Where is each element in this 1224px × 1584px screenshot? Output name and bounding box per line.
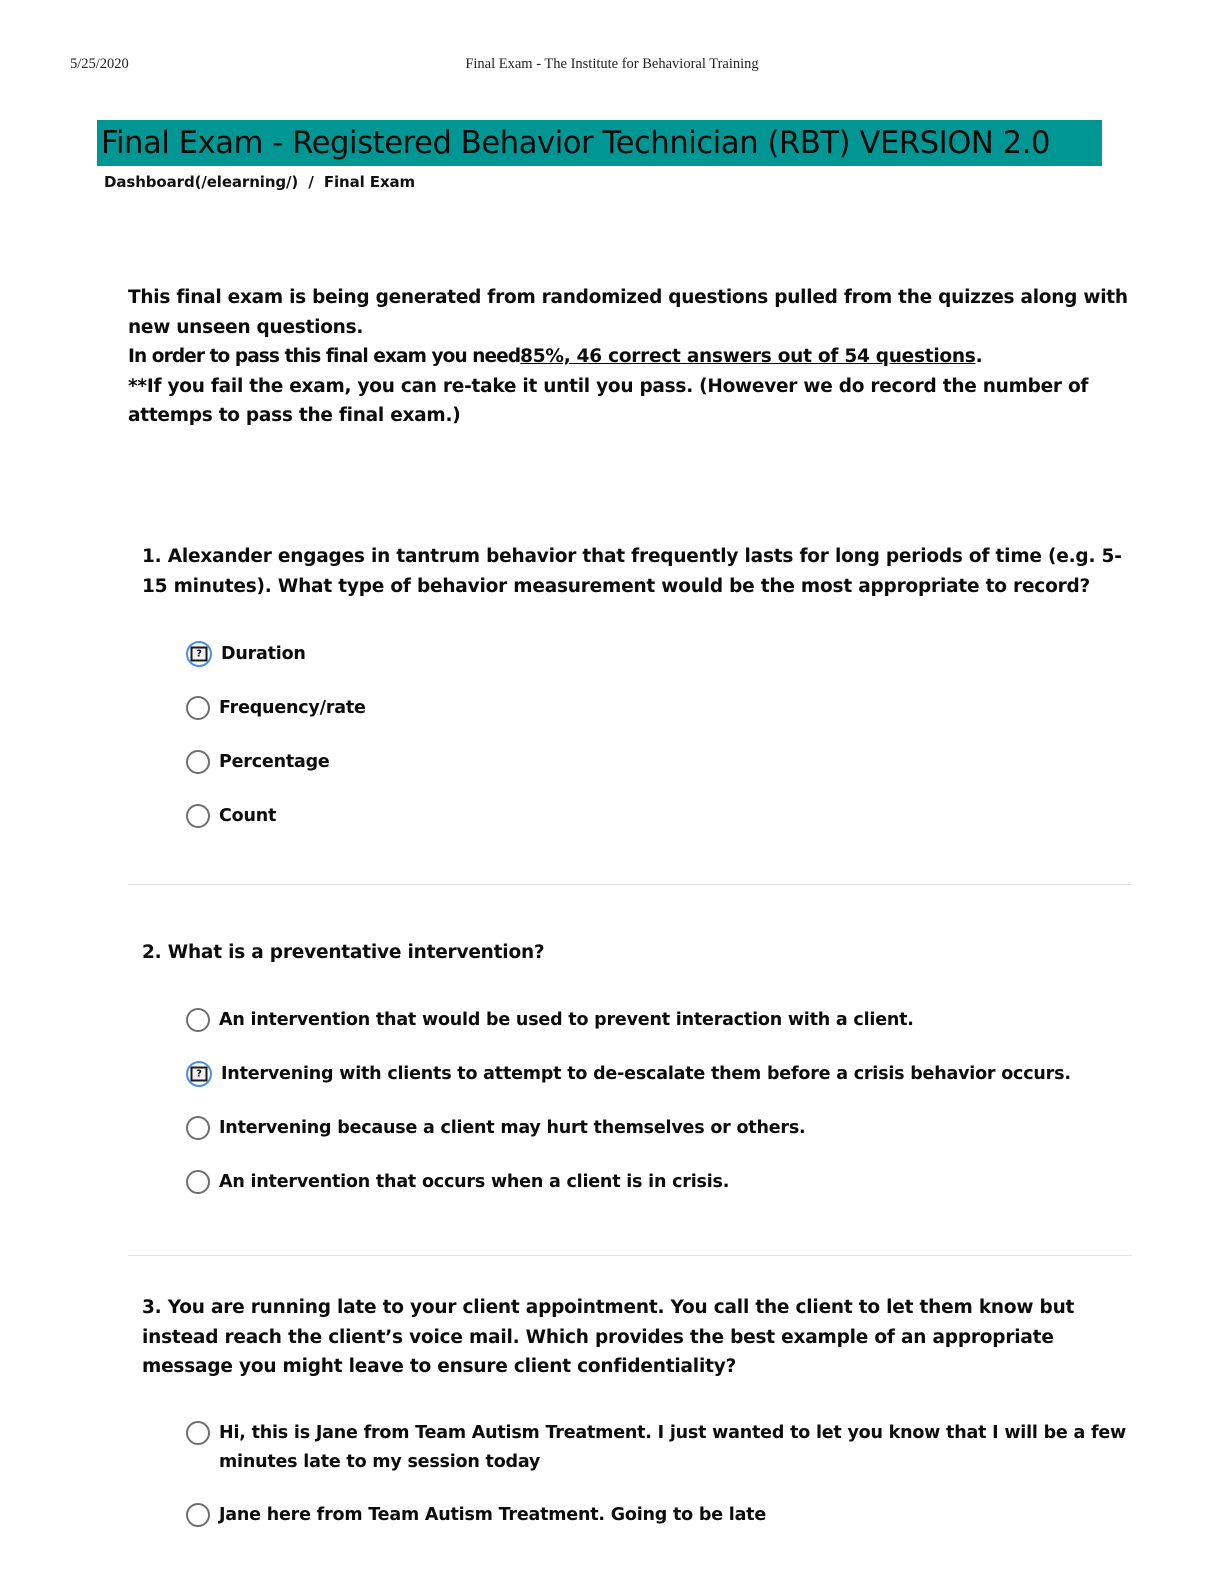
print-header <box>0 56 1224 78</box>
radio-selected-broken-image-icon[interactable] <box>186 1061 212 1087</box>
question-divider <box>128 1255 1132 1256</box>
option-label: Frequency/rate <box>219 698 366 718</box>
option-label: Hi, this is Jane from Team Autism Treatment. I just wanted to let you know that I will be a few minutes late to my session today <box>219 1423 1127 1472</box>
intro-line-3: **If you fail the exam, you can re-take it until you pass. (However we do record the number of attemps to pass the final exam.) <box>128 375 1089 426</box>
option-row[interactable] <box>186 802 1146 836</box>
option-label: Intervening because a client may hurt themselves or others. <box>219 1118 806 1138</box>
question-text-2: 2. What is a preventative intervention? <box>142 942 545 963</box>
intro-pass-threshold: 85%, 46 correct answers out of 54 questions <box>520 346 976 367</box>
broken-image-icon <box>191 647 208 662</box>
option-label: Count <box>219 806 277 826</box>
question-text-1: 1. Alexander engages in tantrum behavior that frequently lasts for long periods of time (e.g. 5-15 minutes). What type of behavior measurement would be the most appropriate to record? <box>142 546 1122 597</box>
option-row[interactable] <box>186 1168 1146 1202</box>
radio-button-icon[interactable] <box>186 696 210 720</box>
option-row[interactable] <box>186 1060 1146 1094</box>
options-list-2 <box>186 1006 1146 1202</box>
print-header-title: Final Exam - The Institute for Behavioral Training <box>465 56 759 72</box>
radio-button-icon[interactable] <box>186 1116 210 1140</box>
options-list-3 <box>186 1419 1146 1535</box>
radio-button-icon[interactable] <box>186 804 210 828</box>
option-label: Duration <box>221 644 306 664</box>
breadcrumb-item-final-exam: Final Exam <box>323 173 416 191</box>
option-label: Intervening with clients to attempt to de-escalate them before a crisis behavior occurs. <box>221 1064 1071 1084</box>
radio-selected-broken-image-icon[interactable] <box>186 641 212 667</box>
print-header-date: 5/25/2020 <box>70 56 129 72</box>
option-label: An intervention that would be used to prevent interaction with a client. <box>219 1010 914 1030</box>
option-label: Percentage <box>219 752 330 772</box>
radio-button-icon[interactable] <box>186 1421 210 1445</box>
radio-button-icon[interactable] <box>186 1008 210 1032</box>
breadcrumb-separator: / <box>308 173 314 191</box>
option-row[interactable] <box>186 640 1146 674</box>
option-label: An intervention that occurs when a client is in crisis. <box>219 1172 730 1192</box>
intro-line-1: This final exam is being generated from randomized questions pulled from the quizzes along with new unseen questions. <box>128 287 1128 338</box>
option-row[interactable] <box>186 1006 1146 1040</box>
option-row[interactable] <box>186 694 1146 728</box>
radio-button-icon[interactable] <box>186 1170 210 1194</box>
page-title: Final Exam - Registered Behavior Technician (RBT) VERSION 2.0 <box>101 124 1051 161</box>
breadcrumb <box>104 173 415 191</box>
exam-intro-text <box>128 283 1148 431</box>
page-title-banner <box>97 120 1102 166</box>
question-text-3: 3. You are running late to your client appointment. You call the client to let them know but instead reach the client’s voice mail. Which provides the best example of an appropriate message you might leave to ensure client confidentiality? <box>142 1297 1075 1377</box>
option-row[interactable] <box>186 748 1146 782</box>
radio-button-icon[interactable] <box>186 750 210 774</box>
intro-line-2-suffix: . <box>975 346 983 367</box>
options-list-1 <box>186 640 1146 836</box>
option-row[interactable] <box>186 1114 1146 1148</box>
breadcrumb-item-dashboard[interactable]: Dashboard(/elearning/) <box>104 173 299 191</box>
radio-button-icon[interactable] <box>186 1503 210 1527</box>
question-divider <box>128 884 1132 885</box>
option-row[interactable] <box>186 1419 1146 1477</box>
intro-line-2 <box>128 342 1148 372</box>
option-row[interactable] <box>186 1501 1146 1535</box>
option-label: Jane here from Team Autism Treatment. Going to be late <box>219 1505 767 1525</box>
broken-image-icon <box>191 1067 208 1082</box>
intro-line-2-prefix: In order to pass this final exam you need <box>128 346 521 367</box>
